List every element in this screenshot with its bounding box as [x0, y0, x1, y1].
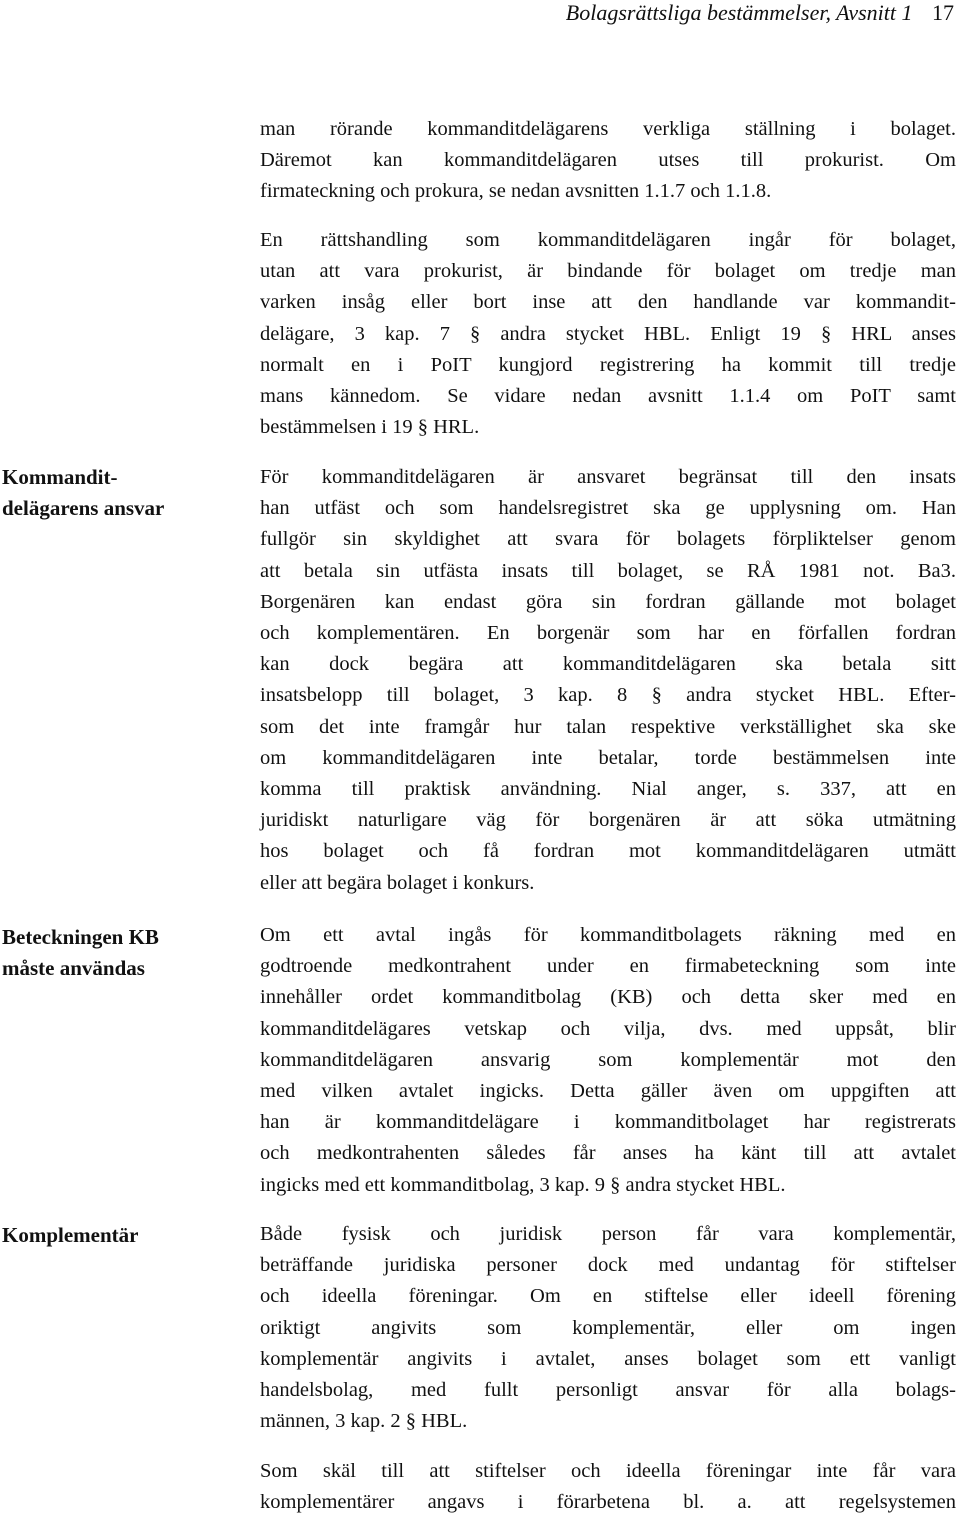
text-line: ingicks med ett kommanditbolag, 3 kap. 9 § andra stycket HBL.	[260, 1173, 786, 1196]
text-line: Borgenären kan endast göra sin fordran gällande mot bolaget	[260, 590, 956, 613]
text-line: utan att vara prokurist, är bindande för bolaget om tredje man	[260, 260, 956, 283]
text-line: med vilken avtalet ingicks. Detta gäller även om uppgiften att	[260, 1080, 956, 1103]
text-line: att betala sin utfästa insats till bolaget, se RÅ 1981 not. Ba3.	[260, 559, 956, 582]
text-line: firmateckning och prokura, se nedan avsnitten 1.1.7 och 1.1.8.	[260, 180, 772, 203]
text-line: Som skäl till att stiftelser och ideella föreningar inte får vara	[260, 1460, 956, 1482]
margin-note-line: måste användas	[2, 956, 145, 980]
margin-note-beteckning	[2, 922, 234, 984]
text-line: om kommanditdelägaren inte betalar, torde bestämmelsen inte	[260, 746, 956, 769]
running-header	[566, 0, 954, 26]
margin-note-line: Komplementär	[2, 1223, 139, 1247]
paragraph-3	[260, 462, 956, 899]
text-line: komplementärer angavs i förarbetena bl. a. att regelsystemen	[260, 1491, 956, 1514]
text-line: och ideella föreningar. Om en stiftelse eller ideell förening	[260, 1285, 956, 1308]
header-section: Avsnitt 1	[836, 0, 913, 25]
margin-note-line: Beteckningen KB	[2, 925, 159, 949]
page-number: 17	[932, 0, 954, 25]
paragraph-2	[260, 225, 956, 443]
text-line: hos bolaget och få fordran mot kommanditdelägaren utmätt	[260, 840, 956, 863]
text-line: oriktigt angivits som komplementär, eller om ingen	[260, 1316, 956, 1339]
text-line: kommanditdelägaren ansvarig som komplementär mot den	[260, 1048, 956, 1071]
text-line: Både fysisk och juridisk person får vara komplementär,	[260, 1223, 956, 1245]
text-line: han är kommanditdelägare i kommanditbolaget har registrerats	[260, 1111, 956, 1134]
margin-note-ansvar	[2, 462, 234, 524]
text-line: mans kännedom. Se vidare nedan avsnitt 1.1.4 om PoIT samt	[260, 385, 956, 408]
text-line: juridiskt naturligare väg för borgenären är att söka utmätning	[260, 809, 956, 832]
text-line: Om ett avtal ingås för kommanditbolagets räkning med en	[260, 924, 956, 946]
text-line: delägare, 3 kap. 7 § andra stycket HBL. Enligt 19 § HRL anses	[260, 322, 956, 345]
text-line: och medkontrahenten således får anses ha känt till att avtalet	[260, 1142, 956, 1165]
text-line: eller att begära bolaget i konkurs.	[260, 871, 535, 894]
text-line: komma till praktisk användning. Nial anger, s. 337, att en	[260, 778, 956, 801]
text-line: kan dock begära att kommanditdelägaren ska betala sitt	[260, 653, 956, 676]
header-title: Bolagsrättsliga bestämmelser,	[565, 0, 831, 25]
text-line: beträffande juridiska personer dock med undantag för stiftelser	[260, 1254, 956, 1277]
text-line: fullgör sin skyldighet att svara för bolagets förpliktelser genom	[260, 528, 956, 551]
text-line: männen, 3 kap. 2 § HBL.	[260, 1410, 468, 1433]
text-line: bestämmelsen i 19 § HRL.	[260, 416, 480, 439]
text-line: varken insåg eller bort inse att den handlande var kommandit-	[260, 291, 956, 314]
paragraph-6	[260, 1456, 956, 1518]
text-line: För kommanditdelägaren är ansvaret begränsat till den insats	[260, 466, 956, 488]
paragraph-1	[260, 114, 956, 208]
text-line: som det inte framgår hur talan respektive verkställighet ska ske	[260, 715, 956, 738]
text-line: En rättshandling som kommanditdelägaren ingår för bolaget,	[260, 229, 956, 251]
text-line: han utfäst och som handelsregistret ska ge upplysning om. Han	[260, 497, 956, 520]
text-line: handelsbolag, med fullt personligt ansvar för alla bolags-	[260, 1379, 956, 1402]
text-line: normalt en i PoIT kungjord registrering ha kommit till tredje	[260, 353, 956, 376]
text-line: man rörande kommanditdelägarens verkliga ställning i bolaget.	[260, 118, 956, 140]
text-line: och komplementären. En borgenär som har en förfallen fordran	[260, 622, 956, 645]
text-line: insatsbelopp till bolaget, 3 kap. 8 § andra stycket HBL. Efter-	[260, 684, 956, 707]
text-line: godtroende medkontrahent under en firmabeteckning som inte	[260, 955, 956, 978]
margin-note-line: Kommandit-	[2, 465, 118, 489]
text-line: innehåller ordet kommanditbolag (KB) och detta sker med en	[260, 986, 956, 1009]
text-line: Däremot kan kommanditdelägaren utses till prokurist. Om	[260, 149, 956, 172]
text-line: komplementär angivits i avtalet, anses bolaget som ett vanligt	[260, 1347, 956, 1370]
margin-note-komplementar	[2, 1220, 234, 1251]
margin-note-line: delägarens ansvar	[2, 496, 165, 520]
paragraph-5	[260, 1219, 956, 1437]
text-line: kommanditdelägares vetskap och vilja, dvs. med uppsåt, blir	[260, 1017, 956, 1040]
paragraph-4	[260, 920, 956, 1201]
